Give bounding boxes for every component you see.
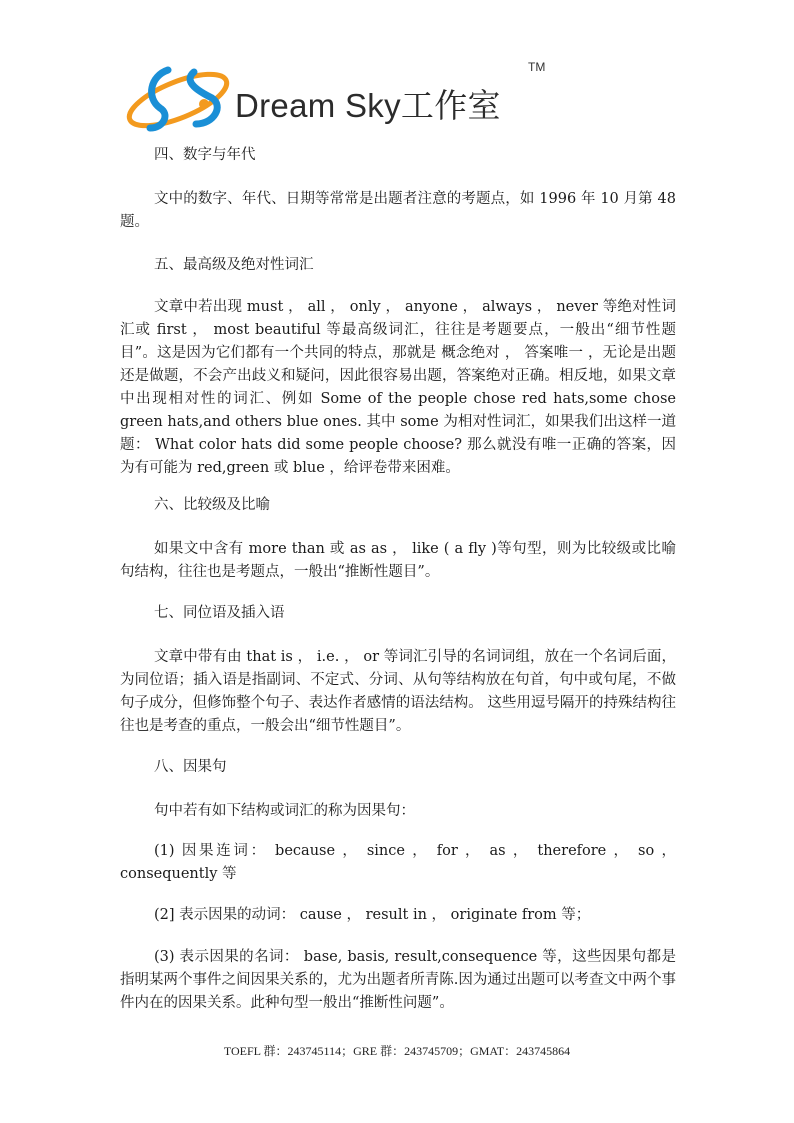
section-heading-numbers: 四、数字与年代 [154,147,256,163]
section-heading-comparatives: 六、比较级及比喻 [154,497,270,513]
footer-contact-groups: TOEFL 群：243745114；GRE 群：243745709；GMAT：243745864 [223,1044,571,1058]
trademark-mark: TM [528,60,546,74]
section-paragraph-superlatives: 文章中若出现 must ， all ， only ， anyone ， always ， never 等绝对性词汇或 first ， most beautiful 等最高级词汇，往往是考题要点，一般出“细节性题目”。这是因为它们都有一个共同的特点，那就是 概念绝对 ， 答案唯一 ，无论是出题还是做题，不会产出歧义和疑问，因此很容易出题，答案绝对正确。相反地，如果文章中出现相对性的词汇、例如 Some of the people chose red hats,some chose green hats,and others blue ones. 其中 some 为相对性词汇，如果我们出这样一道题： What color hats did some people choose? 那么就没有唯一正确的答案，因为有可能为 red,green 或 blue ，给评卷带来困难。 [120,299,676,476]
section-heading-appositives: 七、同位语及插入语 [154,605,285,621]
cause-item-conjunctions: (1) 因果连词： because ， since ， for ， as ， therefore ， so ， consequently 等 [120,843,676,882]
section-heading-superlatives: 五、最高级及绝对性词汇 [154,257,314,273]
cause-item-verbs: (2] 表示因果的动词： cause ， result in ， originate from 等； [154,907,591,923]
section-heading-causal: 八、因果句 [154,759,227,775]
logo-text: Dream Sky工作室 [235,87,501,124]
cause-item-nouns: (3) 表示因果的名词： base, basis, result,consequence 等，这些因果句都是指明某两个事件之间因果关系的，尤为出题者所青陈.因为通过出题可以考查文中两个事件内在的因果关系。此种句型一般出“推断性问题”。 [120,949,676,1011]
section-paragraph-appositives: 文章中带有由 that is ， i.e. ， or 等词汇引导的名词词组，放在一个名词后面，为同位语；插入语是指副词、不定式、分词、从句等结构放在句首，句中或句尾，不做句子成分，但修饰整个句子、表达作者感情的语法结构。 这些用逗号隔开的持殊结构往往也是考查的重点，一般会出“细节性题目”。 [120,649,676,734]
section-paragraph-comparatives: 如果文中含有 more than 或 as as ， like ( a fly )等句型，则为比较级或比喻句结构，往往也是考题点，一般出“推断性题目”。 [120,541,676,580]
section-paragraph-causal: 句中若有如下结构或词汇的称为因果句： [154,803,415,819]
dream-sky-logo-icon [120,58,240,138]
section-paragraph-numbers: 文中的数字、年代、日期等常常是出题者注意的考题点，如 1996 年 10 月第 48 题。 [120,191,676,230]
